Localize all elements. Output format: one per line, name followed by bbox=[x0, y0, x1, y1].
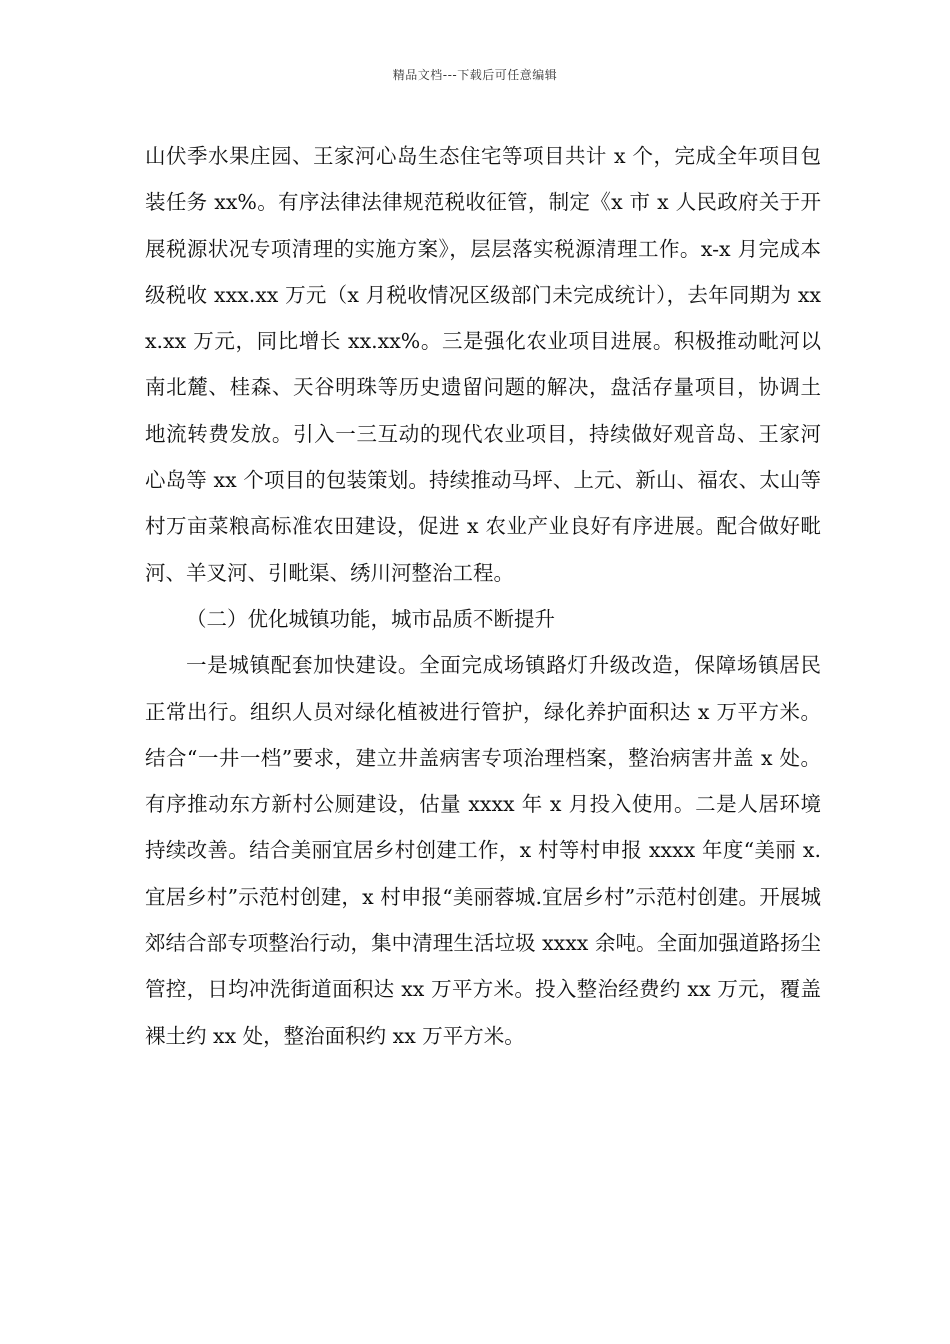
paragraph-projects: 山伏季水果庄园、王家河心岛生态住宅等项目共计 x 个，完成全年项目包装任务 xx%。有序法律法律规范税收征管，制定《x 市 x 人民政府关于开展税源状况专项清理的实施方案》，层层落实税源清理工作。x-x 月完成本级税收 xxx.xx 万元（x 月税收情况区级部门未完成统计），去年同期为 xxx.xx 万元，同比增长 xx.xx%。三是强化农业项目进展。积极推动毗河以南北麓、桂森、天谷明珠等历史遗留问题的解决，盘活存量项目，协调土地流转费发放。引入一三互动的现代农业项目，持续做好观音岛、王家河心岛等 xx 个项目的包装策划。持续推动马坪、上元、新山、福农、太山等村万亩菜粮高标准农田建设，促进 x 农业产业良好有序进展。配合做好毗河、羊叉河、引毗渠、绣川河整治工程。 bbox=[145, 144, 821, 585]
document-body bbox=[145, 133, 821, 1059]
section-heading-2: （二）优化城镇功能，城市品质不断提升 bbox=[186, 606, 555, 631]
page-header: 精品文档---下载后可任意编辑 bbox=[392, 68, 558, 82]
paragraph-urban: 一是城镇配套加快建设。全面完成场镇路灯升级改造，保障场镇居民正常出行。组织人员对绿化植被进行管护，绿化养护面积达 x 万平方米。结合“一井一档”要求，建立井盖病害专项治理档案，整治病害井盖 x 处。有序推动东方新村公厕建设，估量 xxxx 年 x 月投入使用。二是人居环境持续改善。结合美丽宜居乡村创建工作，x 村等村申报 xxxx 年度“美丽 x.宜居乡村”示范村创建，x 村申报“美丽蓉城.宜居乡村”示范村创建。开展城郊结合部专项整治行动，集中清理生活垃圾 xxxx 余吨。全面加强道路扬尘管控，日均冲洗街道面积达 xx 万平方米。投入整治经费约 xx 万元，覆盖裸土约 xx 处，整治面积约 xx 万平方米。 bbox=[145, 653, 821, 1048]
